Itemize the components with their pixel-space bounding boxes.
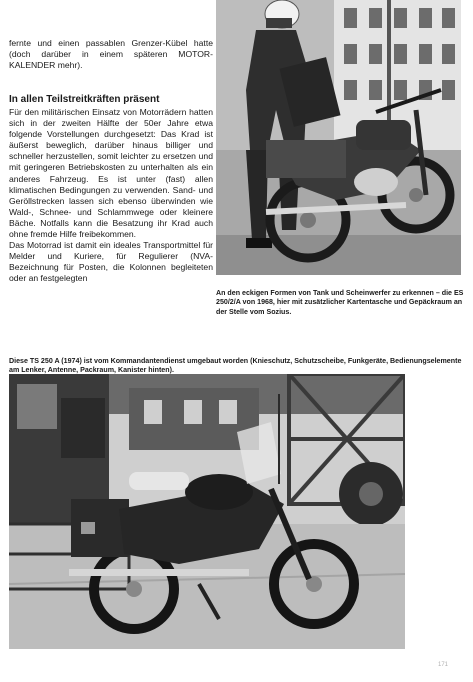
caption-top-photo: An den eckigen Formen von Tank und Scheinwerfer zu erkennen – die ES 250/2/A von 1968, hier mit zusätzlicher Kartentasche und Gepäckraum an der Stelle vom Sozius. xyxy=(216,289,464,316)
intro-paragraph xyxy=(9,38,213,71)
photo-ts250a-image xyxy=(9,374,405,649)
intro-text: fernte und einen passablen Grenzer-Kübel hatte (doch darüber in einem späteren MOTOR-KALENDER mehr). xyxy=(9,38,213,71)
section-heading: In allen Teilstreitkräften präsent xyxy=(9,94,160,105)
photo-es250-rider xyxy=(216,0,461,275)
photo-es250-rider-image xyxy=(216,0,461,275)
paragraph: Für den militärischen Einsatz von Motorrädern hatten sich in der zweiten Hälfte der 50er Jahre etwa folgende Vorstellungen durchgesetzt: Das Krad ist äußerst beweglich, darüber hinaus billiger und schneller herzustellen, somit leichter zu ersetzen und mit geringeren Betriebskosten zu unterhalten als ein anderes Fahrzeug. Es ist unter (fast) allen klimatischen Bedingungen zu verwenden. Sand- und Geröllstrecken lassen sich ebenso überwinden wie Wald-, Schnee- und Schlammwege oder kleinere Bäche. Notfalls kann die Besatzung ihr Krad auch ohne fremde Hilfe freibekommen. xyxy=(9,107,213,240)
paragraph: Das Motorrad ist damit ein ideales Transportmittel für Melder und Kuriere, für Regulierer (NVA-Bezeichnung für Posten, die Kolonnen begleiteten oder an festgelegten xyxy=(9,240,213,284)
photo-ts250a xyxy=(9,374,405,649)
page-number: 171 xyxy=(438,662,449,668)
caption-bottom-photo: Diese TS 250 A (1974) ist vom Kommandantendienst umgebaut worden (Knieschutz, Schutzscheibe, Funkgeräte, Bedienungselemente am Lenker, Antenne, Packraum, Kanister hinten). xyxy=(9,357,462,375)
article-body xyxy=(9,107,213,285)
